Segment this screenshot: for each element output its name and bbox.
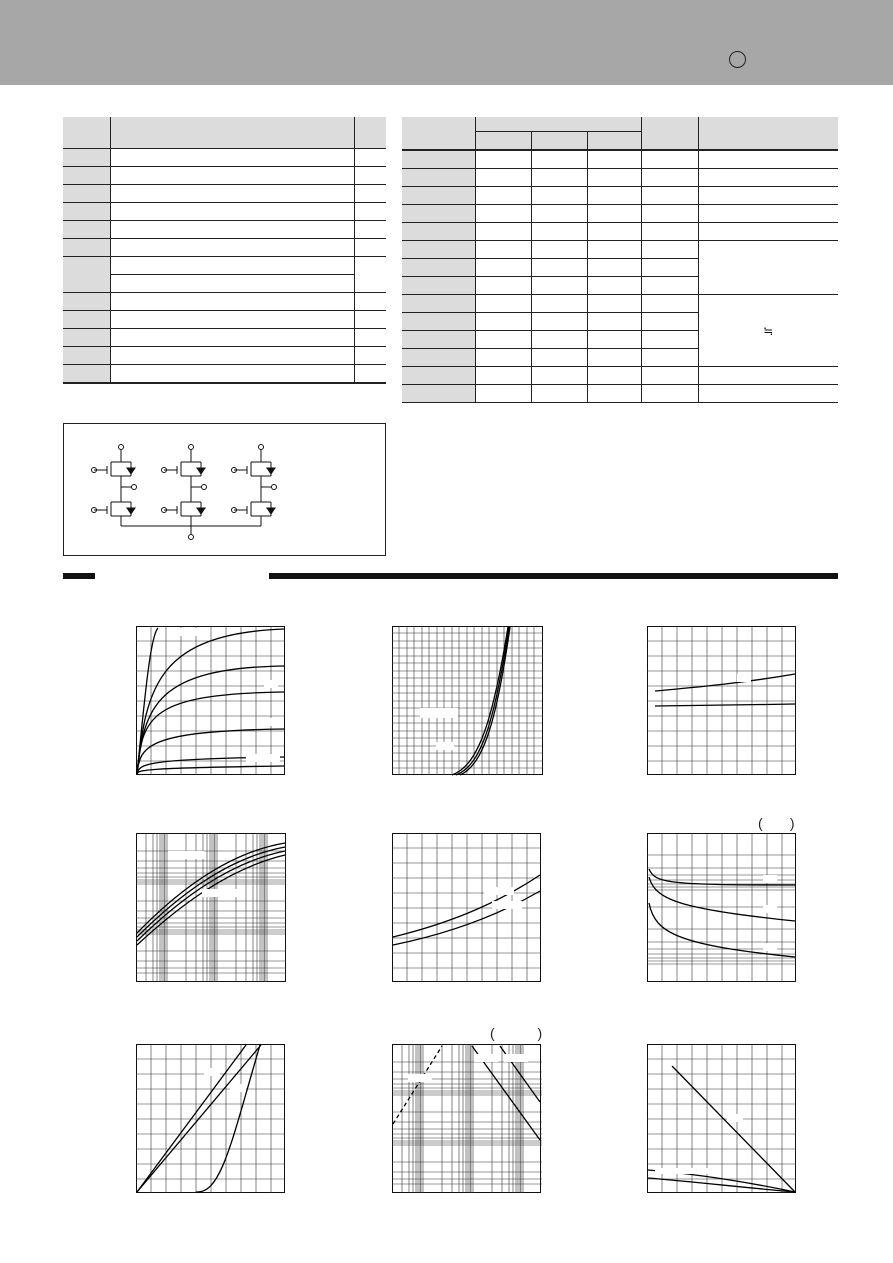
table-row <box>402 205 838 223</box>
table-row <box>402 187 838 205</box>
section-bar-right <box>269 573 838 579</box>
ratings-table-header <box>63 117 386 149</box>
table-row <box>63 275 386 293</box>
circuit-schematic <box>64 424 385 555</box>
ratings-table <box>63 117 386 384</box>
graph-5 <box>392 833 542 983</box>
table-row <box>63 221 386 239</box>
section-bar-left <box>63 573 95 579</box>
table-row <box>63 167 386 185</box>
graph-6-bracket: ( ) <box>758 815 795 831</box>
table-row <box>402 367 838 385</box>
table-row <box>63 311 386 329</box>
table-row <box>63 239 386 257</box>
table-row <box>402 169 838 187</box>
table-row <box>402 223 838 241</box>
table-row <box>63 293 386 311</box>
table-row <box>63 203 386 221</box>
graph-7 <box>136 1044 286 1194</box>
table-row <box>63 347 386 365</box>
page-header <box>0 0 893 85</box>
circuit-diagram <box>63 423 386 556</box>
table-row <box>63 185 386 203</box>
graph-9 <box>647 1044 797 1194</box>
table-row <box>402 241 838 259</box>
table-row <box>63 329 386 347</box>
approx-equal-symbol: ≒ <box>698 295 838 367</box>
graph-3 <box>647 626 797 776</box>
header-circle-mark <box>729 51 746 68</box>
table-row <box>402 385 838 403</box>
table-row <box>63 149 386 167</box>
graph-4 <box>136 833 287 983</box>
table-row <box>402 150 838 169</box>
characteristics-table <box>402 117 838 403</box>
section-title <box>100 567 260 581</box>
table-row <box>63 365 386 384</box>
graph-1 <box>136 626 286 776</box>
characteristics-header-row-1 <box>402 117 838 132</box>
table-row <box>63 257 386 275</box>
graph-8-bracket: ( ) <box>490 1025 543 1041</box>
graph-2 <box>392 626 544 776</box>
graph-6 <box>647 833 797 983</box>
graph-8 <box>392 1044 542 1194</box>
table-row <box>402 295 838 313</box>
